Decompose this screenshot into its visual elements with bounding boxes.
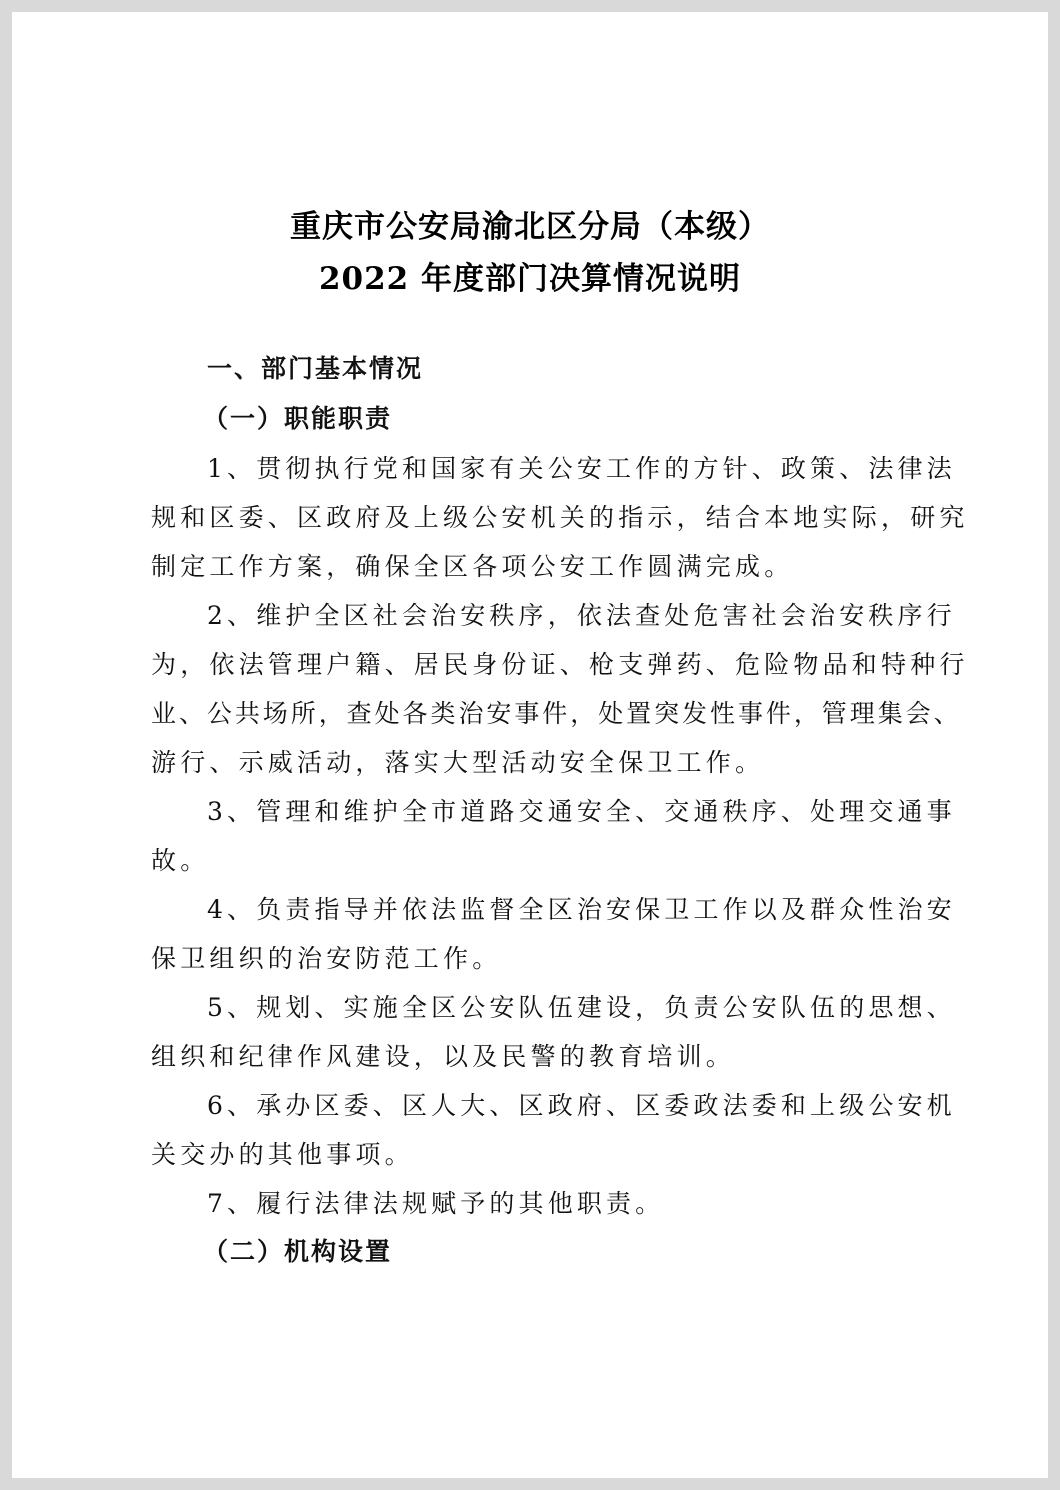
- paragraph-line: 故。: [151, 846, 210, 875]
- paragraph-line: 1、贯彻执行党和国家有关公安工作的方针、政策、法律法: [207, 454, 956, 483]
- paragraph-line: 业、公共场所，查处各类治安事件，处置突发性事件，管理集会、: [151, 699, 962, 728]
- paragraph-line: 3、管理和维护全市道路交通安全、交通秩序、处理交通事: [207, 797, 956, 826]
- paragraph-line: 制定工作方案，确保全区各项公安工作圆满完成。: [151, 552, 794, 581]
- section-heading: 一、部门基本情况: [207, 354, 424, 383]
- paragraph-line: 6、承办区委、区人大、区政府、区委政法委和上级公安机: [207, 1091, 956, 1120]
- paragraph-line: 为，依法管理户籍、居民身份证、枪支弹药、危险物品和特种行: [151, 650, 969, 679]
- document-title-line1: 重庆市公安局渝北区分局（本级）: [290, 209, 770, 245]
- subsection-heading-duties: （一）职能职责: [203, 404, 393, 433]
- paragraph-line: 关交办的其他事项。: [151, 1140, 414, 1169]
- paragraph-line: 7、履行法律法规赋予的其他职责。: [207, 1189, 665, 1218]
- document-title-line2: 2022 年度部门决算情况说明: [318, 261, 742, 297]
- subsection-heading-structure: （二）机构设置: [203, 1237, 393, 1266]
- paragraph-line: 游行、示威活动，落实大型活动安全保卫工作。: [151, 748, 765, 777]
- paragraph-line: 保卫组织的治安防范工作。: [151, 944, 502, 973]
- paragraph-line: 4、负责指导并依法监督全区治安保卫工作以及群众性治安: [207, 895, 956, 924]
- paragraph-line: 2、维护全区社会治安秩序，依法查处危害社会治安秩序行: [207, 601, 956, 630]
- paragraph-line: 规和区委、区政府及上级公安机关的指示，结合本地实际，研究: [151, 503, 969, 532]
- paragraph-line: 5、规划、实施全区公安队伍建设，负责公安队伍的思想、: [207, 993, 956, 1022]
- paragraph-line: 组织和纪律作风建设，以及民警的教育培训。: [151, 1042, 736, 1071]
